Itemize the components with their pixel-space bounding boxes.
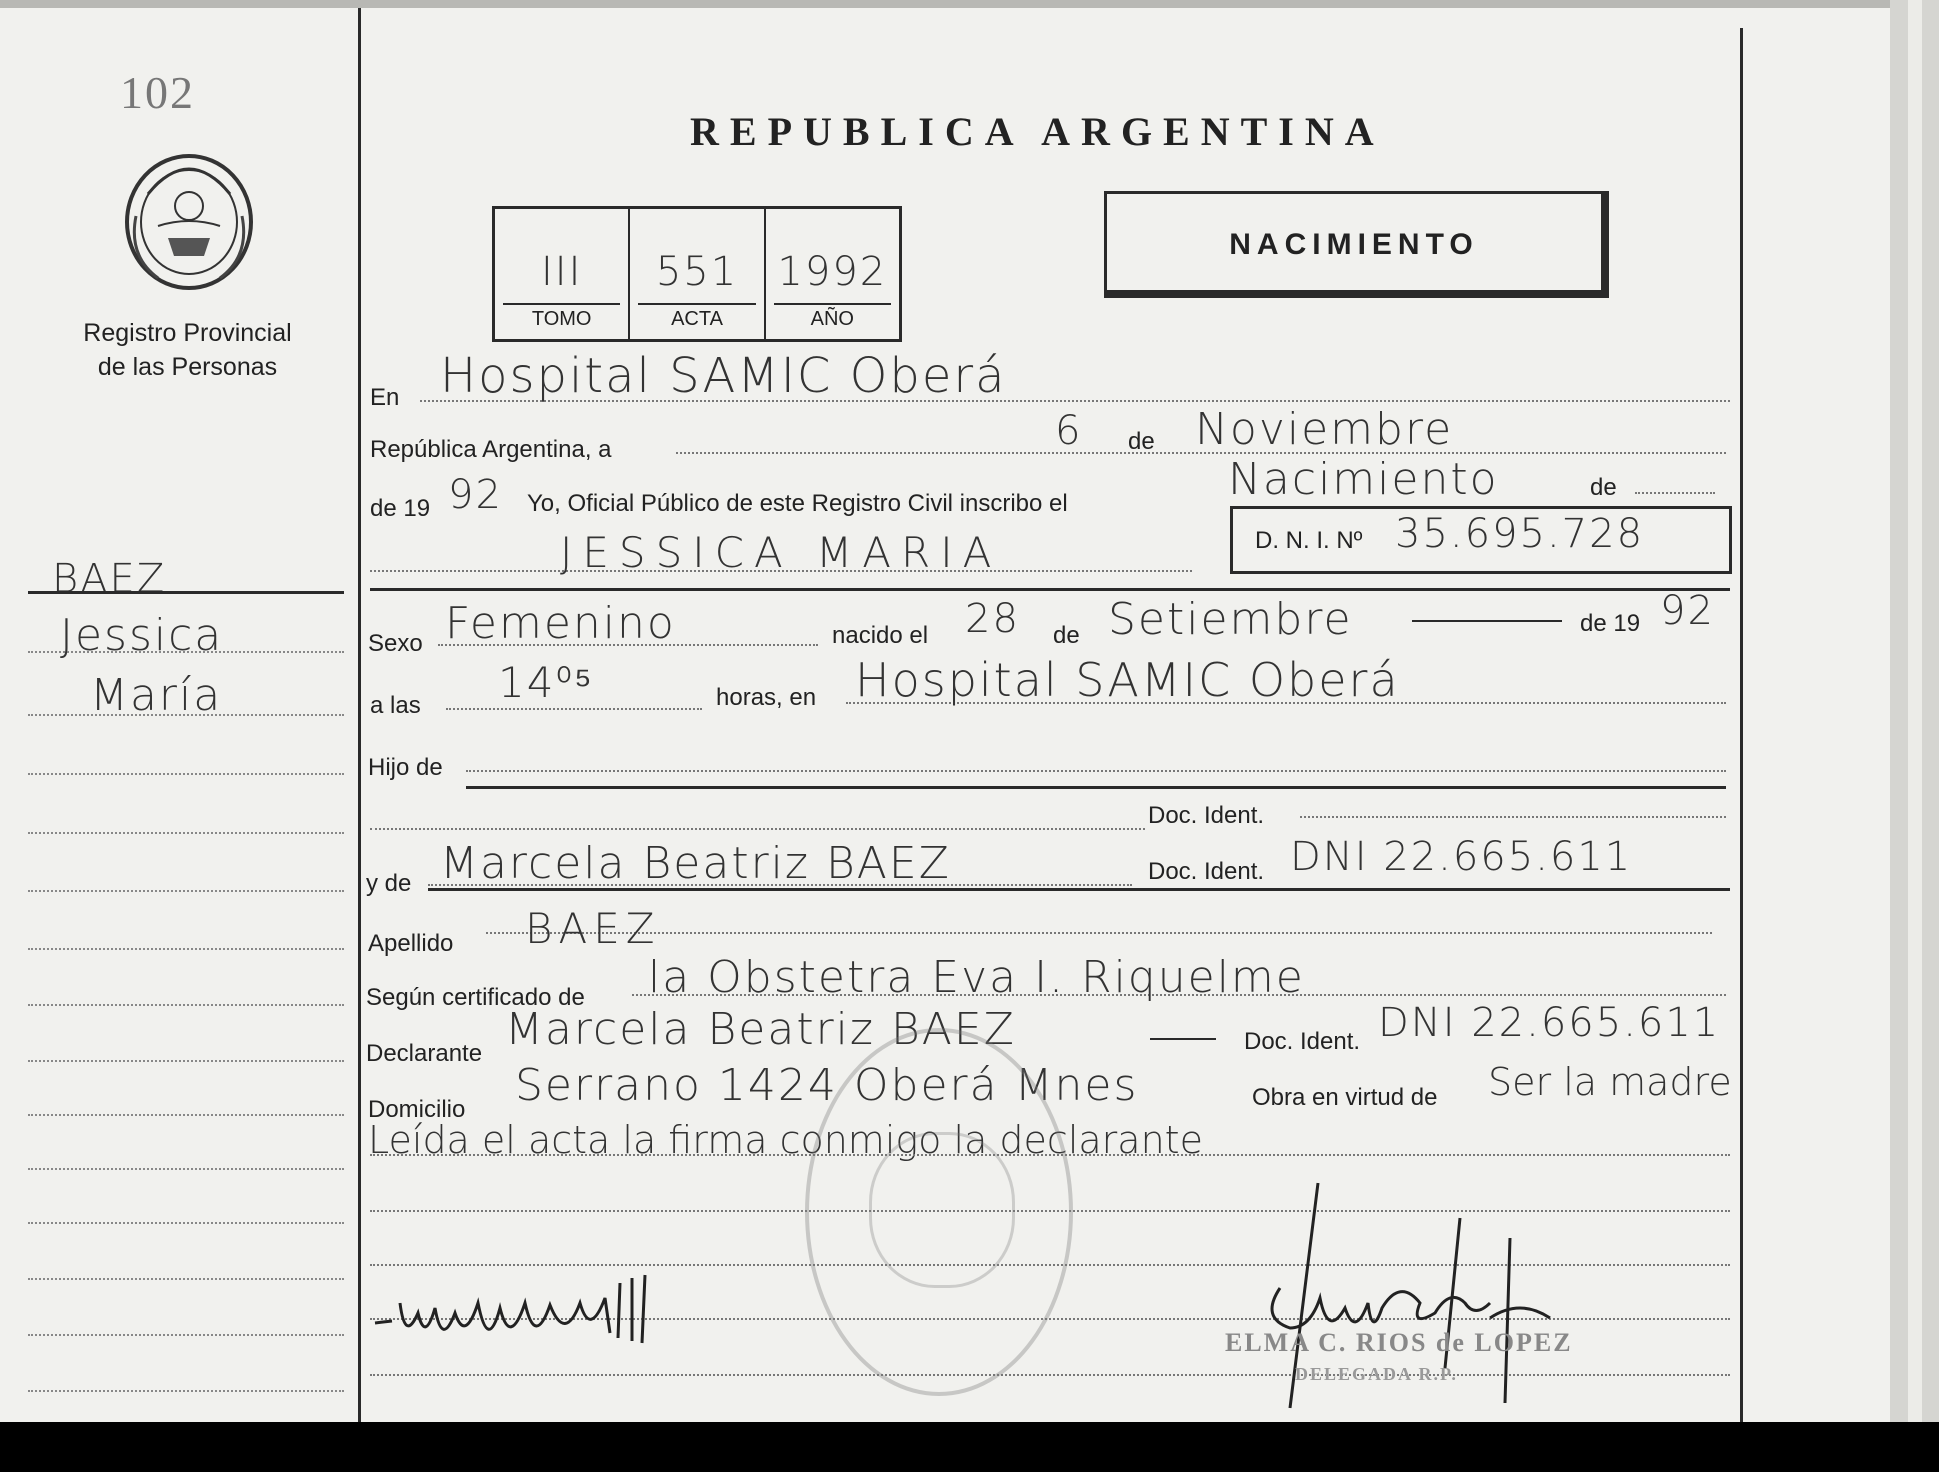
birth-day-value: 28	[965, 596, 1020, 642]
day-value: 6	[1055, 408, 1083, 454]
apellido-line	[486, 932, 1712, 934]
margin-line	[28, 651, 344, 653]
closing-text: Leída el acta la firma conmigo la declarante	[368, 1118, 1203, 1162]
margin-line	[28, 1334, 344, 1336]
tomo-label: TOMO	[503, 303, 620, 331]
margin-line	[28, 1004, 344, 1006]
stamp-inner-seal	[869, 1132, 1015, 1288]
nacido-label: nacido el	[832, 622, 929, 649]
provincial-seal-icon	[118, 146, 260, 292]
segun-label: Según certificado de	[366, 984, 585, 1011]
record-cell-acta	[630, 209, 765, 339]
registry-name	[60, 316, 315, 384]
margin-line	[28, 773, 344, 775]
declarant-signature	[370, 1263, 690, 1363]
en-label: En	[370, 384, 400, 411]
declarante-doc-value: DNI 22.665.611	[1378, 1000, 1721, 1046]
birth-year-suffix-value: 92	[1660, 588, 1715, 634]
margin-line	[28, 714, 344, 716]
official-stamp	[805, 1028, 1073, 1396]
margin-line	[28, 1390, 344, 1392]
acta-value: 551	[655, 249, 739, 295]
sexo-label: Sexo	[368, 630, 423, 657]
act-line	[1635, 492, 1715, 494]
apellido-label: Apellido	[368, 930, 454, 957]
segun-value: la Obstetra Eva I. Riquelme	[648, 952, 1305, 1003]
apellido-value: BAEZ	[525, 904, 661, 953]
margin-column	[0, 8, 361, 1430]
hijo-label: Hijo de	[368, 754, 443, 781]
alas-label: a las	[370, 692, 421, 719]
year-prefix-label: de 19	[370, 495, 431, 522]
doc-ident-label-3: Doc. Ident.	[1244, 1028, 1361, 1055]
sexo-value: Femenino	[445, 598, 676, 649]
section-divider-2	[428, 888, 1730, 891]
doc-ident-label: Doc. Ident.	[1148, 802, 1265, 829]
official-role-stamp: DELEGADA R.P.	[1295, 1364, 1458, 1384]
margin-line	[28, 1060, 344, 1062]
book-edge-strip	[1908, 0, 1922, 1422]
dni-box	[1230, 506, 1732, 574]
registry-line-2: de las Personas	[97, 353, 278, 381]
margin-line	[28, 1222, 344, 1224]
declarante-dash	[1150, 1038, 1216, 1040]
dni-label: D. N. I. Nº	[1255, 527, 1363, 554]
birth-month-value: Setiembre	[1108, 594, 1353, 645]
hour-value: 14⁰⁵	[498, 658, 594, 707]
declarante-value: Marcela Beatriz BAEZ	[505, 1004, 1016, 1055]
document-title: REPUBLICA ARGENTINA	[690, 109, 1385, 154]
en-value: Hospital SAMIC Oberá	[440, 348, 1007, 404]
book-edge	[1890, 0, 1939, 1422]
de-label-3: de	[1053, 622, 1080, 649]
yo-label: Yo, Oficial Público de este Registro Civil inscribo el	[527, 490, 1068, 517]
margin-divider	[28, 591, 344, 594]
margin-name-2: María	[90, 670, 223, 721]
republica-label: República Argentina, a	[370, 436, 612, 463]
month-value: Noviembre	[1195, 404, 1454, 455]
margin-line	[28, 890, 344, 892]
record-cell-tomo	[495, 209, 630, 339]
margin-surname: BAEZ	[52, 556, 167, 602]
act-type-value: Nacimiento	[1228, 454, 1499, 505]
section-divider-1	[370, 588, 1730, 591]
document-type-box	[1104, 191, 1609, 298]
de-label-2: de	[1590, 474, 1617, 501]
margin-line	[28, 832, 344, 834]
full-name-value: JESSICA MARIA	[560, 528, 1002, 577]
yde-label: y de	[366, 870, 412, 897]
birth-month-dash	[1412, 620, 1562, 622]
domicilio-label: Domicilio	[368, 1096, 466, 1123]
ano-label: AÑO	[774, 303, 891, 331]
father-doc-value-line	[1300, 816, 1726, 818]
obra-label: Obra en virtud de	[1252, 1084, 1438, 1111]
hour-line	[446, 708, 702, 710]
page-number: 102	[120, 67, 195, 118]
record-cell-ano	[766, 209, 899, 339]
mother-doc-value: DNI 22.665.611	[1290, 834, 1633, 880]
margin-name-1: Jessica	[60, 610, 224, 661]
father-line	[466, 770, 1726, 772]
domicilio-value: Serrano 1424 Oberá Mnes	[515, 1060, 1139, 1111]
doc-ident-label-2: Doc. Ident.	[1148, 858, 1265, 885]
margin-line	[28, 1114, 344, 1116]
margin-line	[28, 1168, 344, 1170]
form-right-border	[1740, 28, 1743, 1430]
bottom-bar	[0, 1422, 1939, 1472]
obra-value: Ser la madre	[1488, 1060, 1732, 1104]
birth-place-value: Hospital SAMIC Oberá	[855, 653, 1400, 707]
dni-value: 35.695.728	[1395, 511, 1645, 557]
margin-line	[28, 948, 344, 950]
official-name-stamp: ELMA C. RIOS de LOPEZ	[1225, 1328, 1573, 1357]
tomo-value: III	[540, 249, 583, 295]
father-doc-line	[370, 828, 1145, 830]
record-box	[492, 206, 902, 342]
margin-line	[28, 1278, 344, 1280]
ano-value: 1992	[777, 249, 888, 295]
de-label: de	[1128, 428, 1155, 455]
year-suffix-value: 92	[448, 472, 503, 518]
acta-label: ACTA	[638, 303, 755, 331]
registry-line-1: Registro Provincial	[83, 319, 292, 347]
father-line-solid	[466, 786, 1726, 789]
mother-name-value: Marcela Beatriz BAEZ	[440, 838, 951, 889]
document-type: NACIMIENTO	[1229, 228, 1479, 261]
declarante-label: Declarante	[366, 1040, 483, 1067]
horas-label: horas, en	[716, 684, 817, 711]
year-prefix-label-2: de 19	[1580, 610, 1641, 637]
